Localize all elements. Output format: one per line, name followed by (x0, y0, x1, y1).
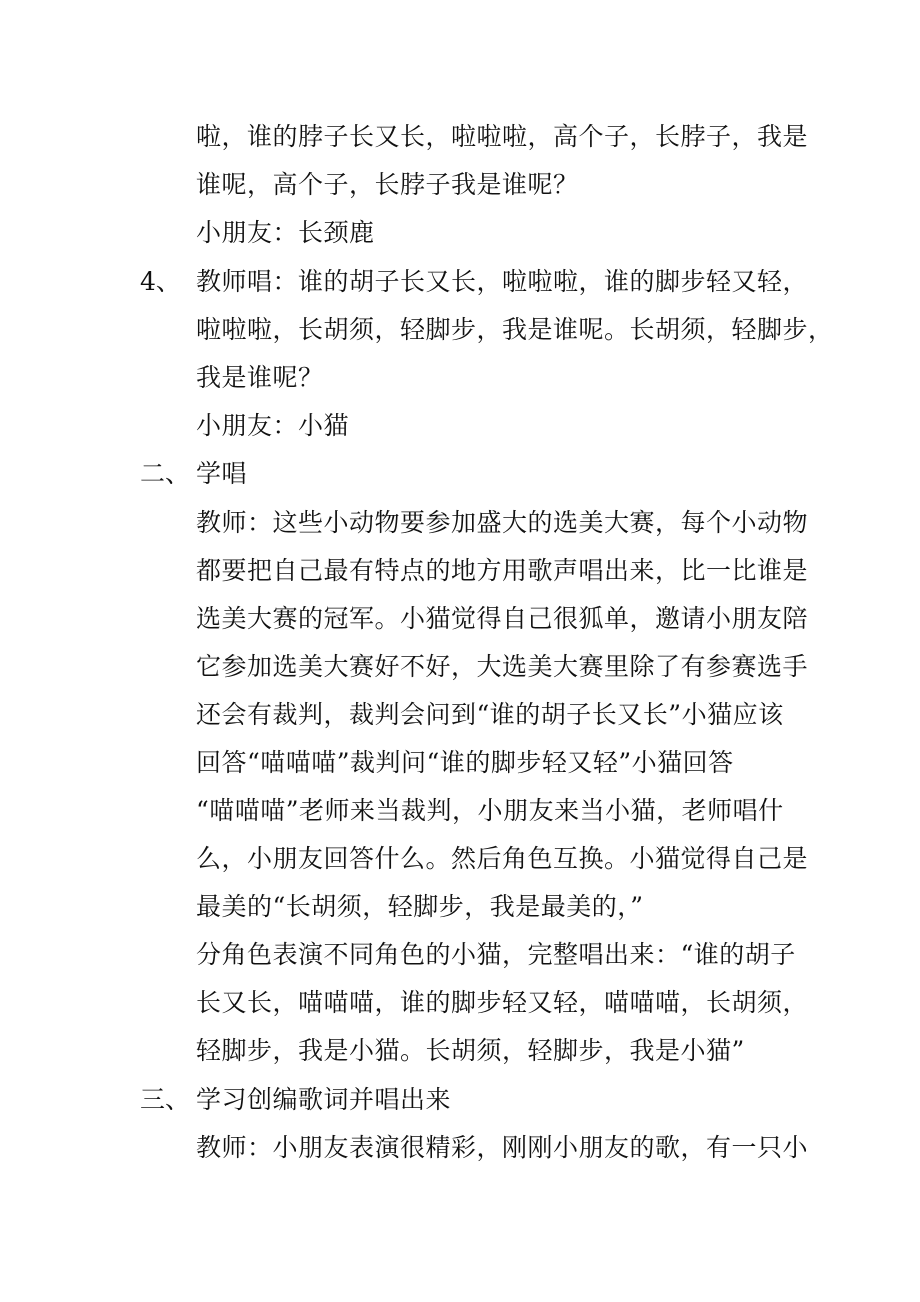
paragraph-line: 选美大赛的冠军。小猫觉得自己很狐单，邀请小朋友陪 (196, 604, 809, 633)
paragraph-line: 啦啦啦，长胡须，轻脚步，我是谁呢。长胡须，轻脚步， (196, 315, 834, 344)
paragraph-line: “喵喵喵”老师来当裁判，小朋友来当小猫，老师唱什 (196, 796, 784, 825)
paragraph-line: 长又长，喵喵喵，谁的脚步轻又轻，喵喵喵，长胡须， (196, 988, 809, 1017)
paragraph-line: 还会有裁判，裁判会问到“谁的胡子长又长”小猫应该 (196, 700, 784, 729)
paragraph-line: 谁呢，高个子，长脖子我是谁呢？ (196, 170, 579, 199)
paragraph-line: 教师：小朋友表演很精彩，刚刚小朋友的歌，有一只小 (196, 1133, 809, 1162)
paragraph-line: 啦，谁的脖子长又长，啦啦啦，高个子，长脖子，我是 (196, 122, 809, 151)
paragraph-line: 么，小朋友回答什么。然后角色互换。小猫觉得自己是 (196, 844, 809, 873)
paragraph-line: 轻脚步，我是小猫。长胡须，轻脚步，我是小猫” (196, 1036, 745, 1065)
section-heading: 学唱 (196, 459, 248, 488)
paragraph-line: 我是谁呢？ (196, 363, 324, 392)
section-marker: 三、 (140, 1085, 191, 1114)
paragraph-line: 分角色表演不同角色的小猫，完整唱出来：“谁的胡子 (196, 940, 796, 969)
paragraph-line: 小朋友：小猫 (196, 411, 350, 440)
paragraph-line: 都要把自己最有特点的地方用歌声唱出来，比一比谁是 (196, 556, 809, 585)
paragraph-line: 教师：这些小动物要参加盛大的选美大赛，每个小动物 (196, 508, 809, 537)
section-heading: 学习创编歌词并唱出来 (196, 1085, 452, 1114)
paragraph-line: 最美的“长胡须，轻脚步，我是最美的，” (196, 892, 644, 921)
paragraph-line: 回答“喵喵喵”裁判问“谁的脚步轻又轻”小猫回答 (196, 748, 734, 777)
list-marker: 4、 (140, 267, 181, 296)
paragraph-line: 小朋友：长颈鹿 (196, 218, 375, 247)
section-marker: 二、 (140, 459, 191, 488)
paragraph-line: 它参加选美大赛好不好，大选美大赛里除了有参赛选手 (196, 652, 809, 681)
paragraph-line: 教师唱：谁的胡子长又长，啦啦啦，谁的脚步轻又轻， (196, 267, 809, 296)
